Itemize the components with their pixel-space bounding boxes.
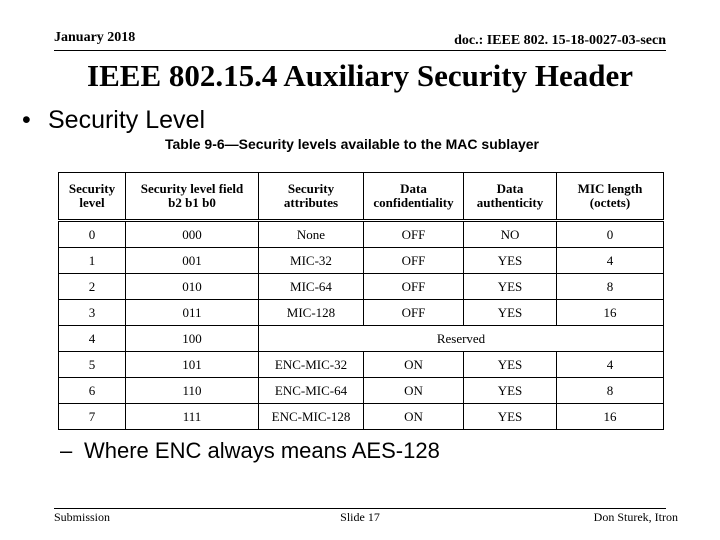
cell-level: 6 xyxy=(59,378,126,404)
table-row xyxy=(59,300,664,326)
header-cell-mic-length: MIC length (octets) xyxy=(557,173,664,221)
cell-field: 011 xyxy=(126,300,259,326)
cell-mic-length: 8 xyxy=(557,274,664,300)
table-row xyxy=(59,248,664,274)
cell-authenticity: NO xyxy=(464,221,557,248)
cell-level: 2 xyxy=(59,274,126,300)
cell-level: 5 xyxy=(59,352,126,378)
cell-field: 110 xyxy=(126,378,259,404)
sub-bullet-text: Where ENC always means AES-128 xyxy=(84,438,440,463)
header-cell-security-level: Security level xyxy=(59,173,126,221)
footer-slide-number: Slide 17 xyxy=(340,510,380,524)
table-row-reserved xyxy=(59,326,664,352)
cell-authenticity: YES xyxy=(464,274,557,300)
table-header-row xyxy=(59,173,664,221)
cell-confidentiality: OFF xyxy=(364,221,464,248)
cell-authenticity: YES xyxy=(464,352,557,378)
header-date: January 2018 xyxy=(54,30,136,45)
cell-authenticity: YES xyxy=(464,404,557,430)
cell-mic-length: 0 xyxy=(557,221,664,248)
header-cell-security-level-field: Security level field b2 b1 b0 xyxy=(126,173,259,221)
cell-mic-length: 16 xyxy=(557,300,664,326)
cell-authenticity: YES xyxy=(464,378,557,404)
cell-reserved: Reserved xyxy=(259,326,664,352)
cell-mic-length: 8 xyxy=(557,378,664,404)
slide-title: IEEE 802.15.4 Auxiliary Security Header xyxy=(87,58,633,93)
footer-submission: Submission xyxy=(54,510,111,524)
cell-confidentiality: ON xyxy=(364,378,464,404)
cell-mic-length: 4 xyxy=(557,352,664,378)
bullet-text: Security Level xyxy=(48,106,206,134)
table-caption: Table 9-6—Security levels available to the MAC sublayer xyxy=(165,136,539,152)
cell-confidentiality: ON xyxy=(364,404,464,430)
cell-field: 000 xyxy=(126,221,259,248)
cell-authenticity: YES xyxy=(464,248,557,274)
security-levels-table xyxy=(58,172,664,430)
cell-confidentiality: OFF xyxy=(364,274,464,300)
cell-field: 111 xyxy=(126,404,259,430)
table-row xyxy=(59,352,664,378)
cell-confidentiality: OFF xyxy=(364,300,464,326)
cell-level: 1 xyxy=(59,248,126,274)
cell-field: 010 xyxy=(126,274,259,300)
footer-author: Don Sturek, Itron xyxy=(593,510,678,524)
table-row xyxy=(59,221,664,248)
footer-rule xyxy=(54,508,666,509)
header-doc-id: doc.: IEEE 802. 15-18-0027-03-secn xyxy=(454,33,666,48)
cell-confidentiality: ON xyxy=(364,352,464,378)
cell-confidentiality: OFF xyxy=(364,248,464,274)
cell-attributes: MIC-64 xyxy=(259,274,364,300)
header-cell-security-attributes: Security attributes xyxy=(259,173,364,221)
bullet-item xyxy=(22,106,205,135)
table-row xyxy=(59,378,664,404)
table-row xyxy=(59,404,664,430)
cell-attributes: None xyxy=(259,221,364,248)
cell-attributes: ENC-MIC-32 xyxy=(259,352,364,378)
cell-level: 4 xyxy=(59,326,126,352)
cell-field: 001 xyxy=(126,248,259,274)
sub-bullet-item xyxy=(60,438,440,464)
cell-field: 100 xyxy=(126,326,259,352)
cell-attributes: MIC-128 xyxy=(259,300,364,326)
sub-bullet-symbol: – xyxy=(60,438,73,463)
cell-authenticity: YES xyxy=(464,300,557,326)
cell-level: 3 xyxy=(59,300,126,326)
cell-field: 101 xyxy=(126,352,259,378)
cell-mic-length: 4 xyxy=(557,248,664,274)
header-cell-data-confidentiality: Data confidentiality xyxy=(364,173,464,221)
header-rule xyxy=(54,50,666,51)
cell-level: 0 xyxy=(59,221,126,248)
table-row xyxy=(59,274,664,300)
cell-attributes: MIC-32 xyxy=(259,248,364,274)
cell-attributes: ENC-MIC-64 xyxy=(259,378,364,404)
cell-mic-length: 16 xyxy=(557,404,664,430)
cell-level: 7 xyxy=(59,404,126,430)
bullet-symbol: • xyxy=(22,106,31,134)
header-cell-data-authenticity: Data authenticity xyxy=(464,173,557,221)
cell-attributes: ENC-MIC-128 xyxy=(259,404,364,430)
